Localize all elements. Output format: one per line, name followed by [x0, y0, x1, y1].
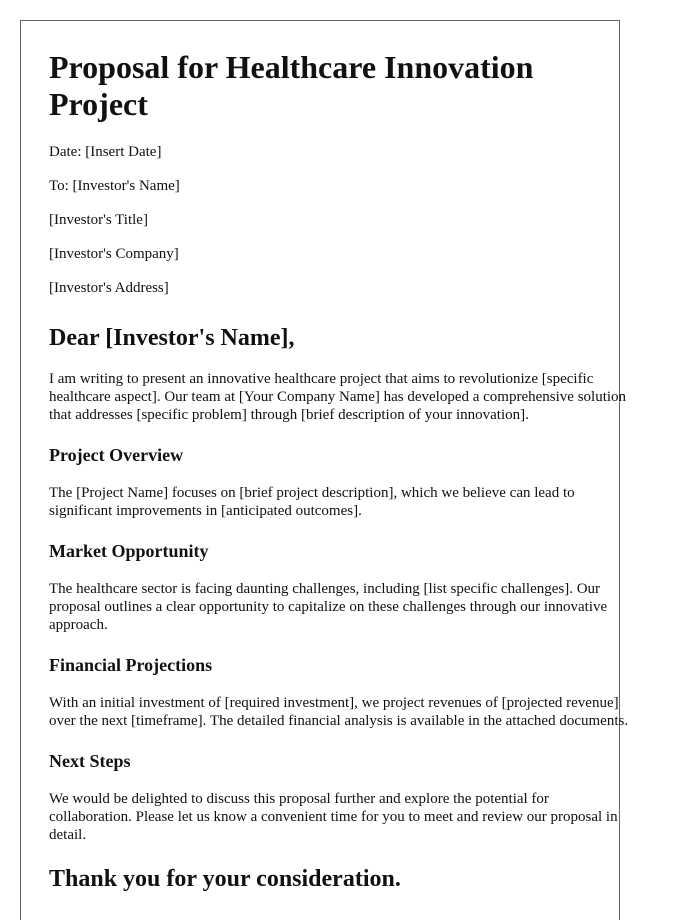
section-heading-market-opportunity: Market Opportunity	[49, 541, 209, 561]
section-text-financial-projections: With an initial investment of [required investment], we project revenues of [projected revenue] over the next [timeframe]. The detailed financial analysis is available in the attached documents.	[49, 695, 629, 729]
closing-line: Thank you for your consideration.	[49, 866, 401, 892]
section-heading-project-overview: Project Overview	[49, 445, 184, 465]
section-heading-next-steps: Next Steps	[49, 751, 131, 771]
intro-paragraph: I am writing to present an innovative healthcare project that aims to revolutionize [specific healthcare aspect]. Our team at [Your Company Name] has developed a comprehensive solution that addresses [specific problem] through [brief description of your innovation].	[49, 371, 627, 423]
recipient-company-line: [Investor's Company]	[49, 246, 179, 262]
salutation: Dear [Investor's Name],	[49, 325, 295, 351]
recipient-title-line: [Investor's Title]	[49, 212, 148, 228]
letter-content	[49, 49, 633, 893]
recipient-name-line: To: [Investor's Name]	[49, 178, 180, 194]
letter-page	[20, 20, 629, 920]
section-text-next-steps: We would be delighted to discuss this proposal further and explore the potential for collaboration. Please let us know a convenient time for you to meet and review our proposal in detail.	[49, 791, 618, 843]
date-line: Date: [Insert Date]	[49, 144, 162, 160]
section-heading-financial-projections: Financial Projections	[49, 655, 213, 675]
document-title: Proposal for Healthcare Innovation Project	[49, 49, 534, 122]
section-text-project-overview: The [Project Name] focuses on [brief project description], which we believe can lead to significant improvements in [anticipated outcomes].	[49, 485, 575, 519]
recipient-address-line: [Investor's Address]	[49, 280, 169, 296]
section-text-market-opportunity: The healthcare sector is facing daunting challenges, including [list specific challenges]. Our proposal outlines a clear opportunity to capitalize on these challenges through our innovative approach.	[49, 581, 608, 633]
